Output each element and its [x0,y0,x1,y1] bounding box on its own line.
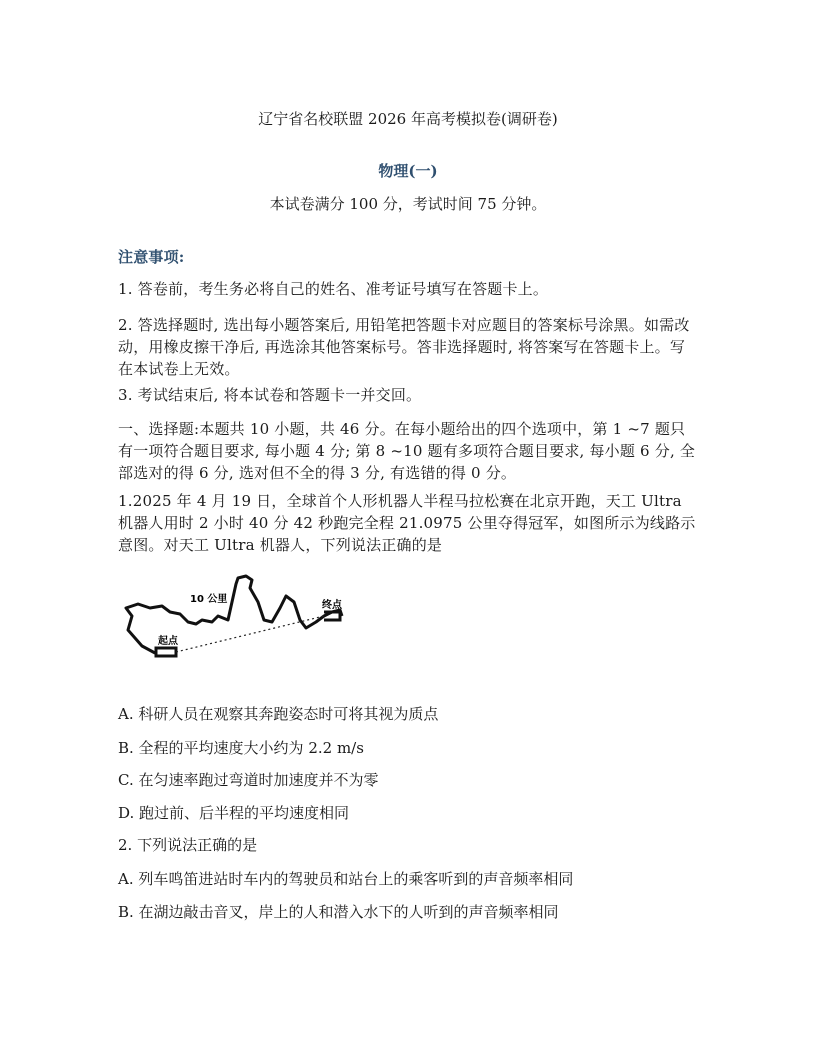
q1-option-c: C. 在匀速率跑过弯道时加速度并不为零 [118,771,379,789]
q1-option-d: D. 跑过前、后半程的平均速度相同 [118,804,350,822]
start-label: 起点 [158,636,178,647]
exam-subject: 物理(一) [378,162,438,180]
section-instructions: 一、选择题:本题共 10 小题，共 46 分。在每小题给出的四个选项中，第 1 ~7 题只有一项符合题目要求, 每小题 4 分; 第 8 ~10 题有多项符合题目要求, 每小题 6 分, 全部选对的得 6 分, 选对但不全的得 3 分, 有选错的得 0 分。 [118,420,696,482]
q1-option-a: A. 科研人员在观察其奔跑姿态时可将其视为质点 [118,705,439,723]
question-1-stem: 1.2025 年 4 月 19 日，全球首个人形机器人半程马拉松赛在北京开跑，天工 Ultra 机器人用时 2 小时 40 分 42 秒跑完全程 21.0975 公里夺得冠军，如图所示为线路示意图。对天工 Ultra 机器人，下列说法正确的是 [118,492,696,554]
exam-info: 本试卷满分 100 分，考试时间 75 分钟。 [269,195,547,213]
route-diagram [120,568,360,663]
end-label: 终点 [322,600,342,611]
notice-item-2: 2. 答选择题时, 选出每小题答案后, 用铅笔把答题卡对应题目的答案标号涂黑。如需改动，用橡皮擦干净后, 再选涂其他答案标号。答非选择题时, 将答案写在答题卡上。写在本试卷上无效。 [118,316,690,378]
notice-item-1: 1. 答卷前，考生务必将自己的姓名、准考证号填写在答题卡上。 [118,280,549,298]
exam-title: 辽宁省名校联盟 2026 年高考模拟卷(调研卷) [258,110,558,128]
notice-heading: 注意事项: [118,248,185,266]
ten-km-label: 10 公里 [190,594,228,605]
q2-option-a: A. 列车鸣笛进站时车内的驾驶员和站台上的乘客听到的声音频率相同 [118,870,574,888]
question-2-stem: 2. 下列说法正确的是 [118,836,258,854]
start-marker [156,648,176,656]
q1-option-b: B. 全程的平均速度大小约为 2.2 m/s [118,739,364,757]
q2-option-b: B. 在湖边敲击音叉，岸上的人和潜入水下的人听到的声音频率相同 [118,903,559,921]
notice-item-3: 3. 考试结束后, 将本试卷和答题卡一并交回。 [118,386,422,404]
